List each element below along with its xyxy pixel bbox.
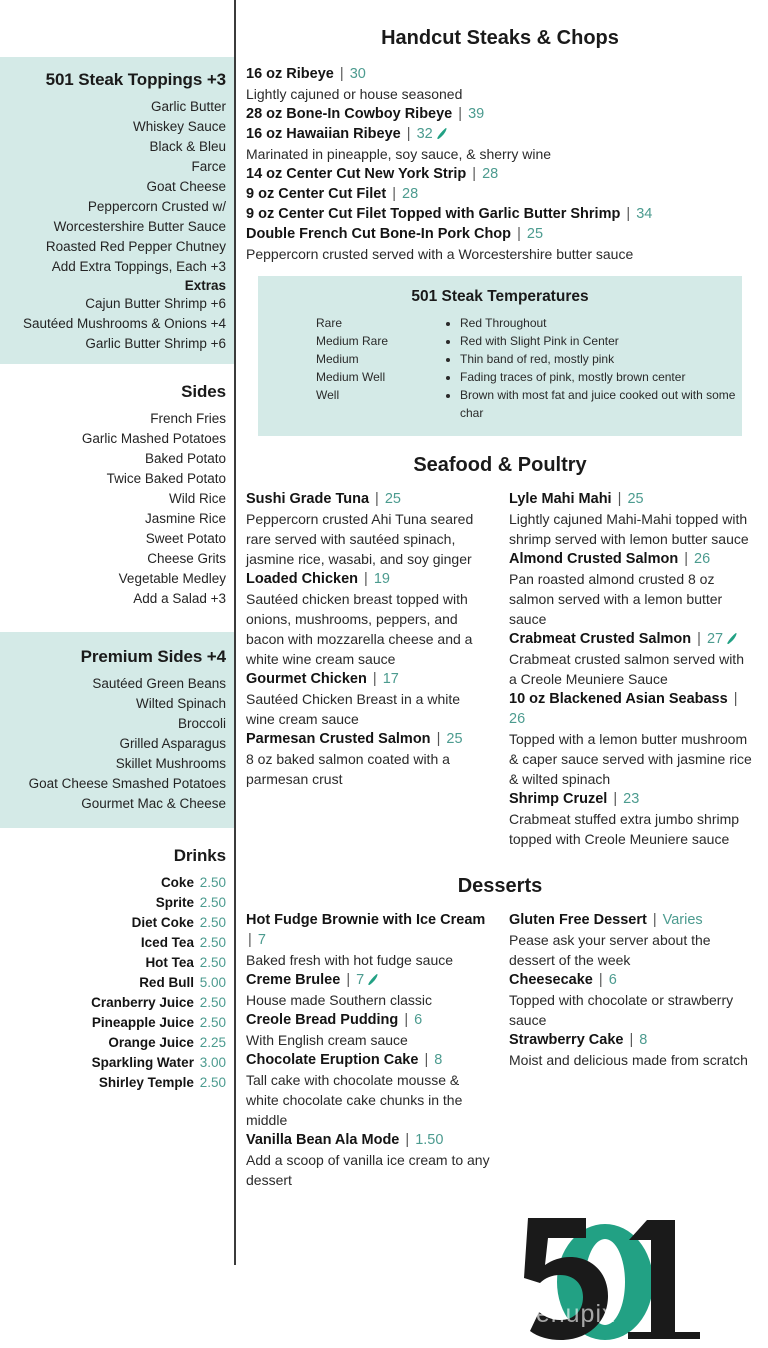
menu-item-name: Lyle Mahi Mahi | 25: [509, 491, 644, 507]
menu-item-name: Almond Crusted Salmon | 26: [509, 551, 711, 567]
menu-item-price: 26: [509, 711, 526, 727]
drink-price: 2.50: [199, 915, 226, 930]
menu-item-description: Topped with chocolate or strawberry sauce: [509, 992, 734, 1028]
drink-name: Hot Tea: [145, 955, 194, 970]
desserts-columns: [246, 910, 754, 1190]
separator: |: [598, 972, 603, 988]
drinks-list: [8, 873, 226, 1093]
temperature-description: • Thin band of red, mostly pink: [460, 350, 742, 368]
drink-price: 2.50: [199, 935, 226, 950]
menu-item-description: Pan roasted almond crusted 8 oz salmon served with a lemon butter sauce: [509, 571, 723, 627]
separator: |: [517, 226, 521, 242]
sides-list: [8, 409, 226, 609]
menu-item-name: 14 oz Center Cut New York Strip | 28: [246, 166, 499, 182]
list-item: Sautéed Mushrooms & Onions +4: [23, 316, 226, 331]
right-column: [234, 0, 768, 1328]
menu-item-description: Lightly cajuned or house seasoned: [246, 86, 463, 102]
drinks-section: [0, 828, 234, 1105]
column-divider: [234, 0, 236, 1265]
drink-row: [8, 973, 226, 993]
sides-section: [0, 364, 234, 615]
drink-price: 5.00: [199, 975, 226, 990]
temperature-level: Well: [316, 388, 340, 402]
list-item: Goat Cheese Smashed Potatoes: [28, 776, 226, 791]
list-item: Wilted Spinach: [135, 696, 226, 711]
menu-item-price: 25: [627, 491, 644, 507]
menu-item-description: Topped with a lemon butter mushroom & caper sauce served with jasmine rice & wilted spinach: [509, 731, 752, 787]
steak-temperatures-title: 501 Steak Temperatures: [411, 288, 589, 305]
menu-item-price: 23: [623, 791, 640, 807]
list-item: Farce: [191, 159, 226, 174]
drink-row: [8, 1073, 226, 1093]
desserts-title: Desserts: [457, 875, 543, 897]
separator: |: [697, 631, 701, 647]
drink-price: 2.50: [199, 955, 226, 970]
menu-item-price: Varies: [662, 912, 703, 928]
menu-item-name: Loaded Chicken | 19: [246, 571, 390, 587]
menu-item-description: Moist and delicious made from scratch: [509, 1052, 748, 1068]
list-item: Grilled Asparagus: [119, 736, 226, 751]
menu-item-description: Tall cake with chocolate mousse & white chocolate cake chunks in the middle: [246, 1072, 463, 1128]
menu-item-price: 19: [373, 571, 390, 587]
list-item: Gourmet Mac & Cheese: [81, 796, 226, 811]
menu-item-price: 32: [416, 126, 433, 142]
list-item: Wild Rice: [168, 491, 226, 506]
steak-toppings-panel: [0, 57, 234, 364]
drink-price: 2.50: [199, 1075, 226, 1090]
menu-item-description: Sautéed chicken breast topped with onions, mushrooms, peppers, and bacon with mozzarella cheese and a white wine cream sauce: [246, 591, 473, 667]
separator: |: [652, 912, 657, 928]
menu-item-price: 1.50: [415, 1132, 444, 1148]
drink-price: 2.50: [199, 1015, 226, 1030]
separator: |: [405, 1132, 410, 1148]
logo-area: [246, 1208, 754, 1348]
menu-item-name: 9 oz Center Cut Filet | 28: [246, 186, 419, 202]
steak-toppings-title: 501 Steak Toppings +3: [45, 70, 226, 89]
menu-item-description: Baked fresh with hot fudge sauce: [246, 952, 454, 968]
menu-item-price: 8: [639, 1032, 648, 1048]
drink-price: 2.25: [199, 1035, 226, 1050]
menu-item-name: 9 oz Center Cut Filet Topped with Garlic Butter Shrimp | 34: [246, 206, 653, 222]
menu-item-description: Marinated in pineapple, soy sauce, & sherry wine: [246, 146, 552, 162]
separator: |: [472, 166, 477, 182]
separator: |: [436, 731, 441, 747]
menu-item-name: Gourmet Chicken | 17: [246, 671, 399, 687]
menu-item-description: Peppercorn crusted Ahi Tuna seared rare served with sautéed spinach, jasmine rice, wasabi, and soy ginger: [246, 511, 474, 567]
menu-item-name: Creme Brulee | 7: [246, 970, 491, 990]
separator: |: [629, 1032, 634, 1048]
temperature-description: • Fading traces of pink, mostly brown center: [460, 368, 742, 386]
menu-item-price: 30: [349, 66, 366, 82]
list-item: Garlic Butter Shrimp +6: [85, 336, 226, 351]
list-item: Cheese Grits: [147, 551, 226, 566]
list-item: Add Extra Toppings, Each +3: [51, 259, 226, 274]
menu-item-description: Pease ask your server about the dessert of the week: [509, 932, 711, 968]
menu-item-price: 25: [446, 731, 463, 747]
list-item: French Fries: [150, 411, 226, 426]
seafood-columns: [246, 489, 754, 849]
steak-toppings-list: [8, 97, 226, 277]
separator: |: [733, 691, 738, 707]
menu-item-name: Parmesan Crusted Salmon | 25: [246, 731, 463, 747]
drink-name: Red Bull: [139, 975, 194, 990]
menu-item-name: Hot Fudge Brownie with Ice Cream | 7: [246, 912, 486, 948]
separator: |: [248, 932, 252, 948]
list-item: Worcestershire Butter Sauce: [53, 219, 226, 234]
menu-item-description: Add a scoop of vanilla ice cream to any dessert: [246, 1152, 490, 1188]
drinks-title: Drinks: [173, 846, 226, 865]
list-item: Twice Baked Potato: [106, 471, 226, 486]
menu-item-price: 28: [402, 186, 419, 202]
drink-price: 2.50: [199, 875, 226, 890]
premium-sides-panel: [0, 632, 234, 828]
list-item: Baked Potato: [144, 451, 226, 466]
leaf-icon: [726, 632, 737, 645]
separator: |: [339, 66, 344, 82]
menu-item-name: 16 oz Ribeye | 30: [246, 66, 366, 82]
list-item: Sweet Potato: [145, 531, 226, 546]
menu-item-price: 27: [706, 631, 724, 647]
menu-item-name: Sushi Grade Tuna | 25: [246, 491, 401, 507]
desserts-right-column: [509, 910, 754, 1190]
steaks-list: [246, 64, 754, 264]
menu-item-name: Vanilla Bean Ala Mode | 1.50: [246, 1132, 444, 1148]
drink-name: Sprite: [155, 895, 194, 910]
501-logo: [508, 1210, 708, 1342]
premium-sides-list: [8, 674, 226, 814]
watermark: menupix: [514, 1300, 616, 1328]
menu-item-description: Peppercorn crusted served with a Worcestershire butter sauce: [246, 246, 634, 262]
separator: |: [392, 186, 396, 202]
menu-item-name: Shrimp Cruzel | 23: [509, 791, 640, 807]
list-item: Goat Cheese: [146, 179, 226, 194]
steaks-title: Handcut Steaks & Chops: [381, 27, 619, 49]
temperature-levels: [316, 314, 446, 422]
list-item: Skillet Mushrooms: [115, 756, 226, 771]
menu-item-price: 39: [468, 106, 485, 122]
list-item: Whiskey Sauce: [132, 119, 226, 134]
menu-item-price: 28: [482, 166, 499, 182]
list-item: Vegetable Medley: [118, 571, 226, 586]
seafood-left-column: [246, 489, 491, 849]
drink-name: Orange Juice: [108, 1035, 194, 1050]
menu-item-name: Cheesecake | 6: [509, 972, 617, 988]
menu-item-name: Chocolate Eruption Cake | 8: [246, 1052, 443, 1068]
list-item: Sautéed Green Beans: [92, 676, 226, 691]
drink-price: 3.00: [199, 1055, 226, 1070]
temperature-level: Rare: [316, 316, 343, 330]
drink-row: [8, 953, 226, 973]
menu-item-name: Creole Bread Pudding | 6: [246, 1012, 423, 1028]
drink-row: [8, 1053, 226, 1073]
menu-item-name: Strawberry Cake | 8: [509, 1032, 648, 1048]
separator: |: [364, 571, 368, 587]
menu-item-price: 26: [694, 551, 711, 567]
separator: |: [372, 671, 377, 687]
temperature-level: Medium Rare: [316, 334, 389, 348]
temperature-descriptions: [446, 314, 742, 422]
list-item: Add a Salad +3: [133, 591, 226, 606]
list-item: Black & Bleu: [149, 139, 226, 154]
extras-list: [8, 294, 226, 354]
menu-item-name: 10 oz Blackened Asian Seabass | 26: [509, 691, 738, 727]
premium-sides-title: Premium Sides +4: [80, 647, 226, 666]
list-item: Broccoli: [177, 716, 226, 731]
separator: |: [406, 126, 411, 142]
separator: |: [424, 1052, 429, 1068]
menu-item-description: With English cream sauce: [246, 1032, 408, 1048]
drink-row: [8, 933, 226, 953]
menu-item-price: 7: [257, 932, 266, 948]
menu-item-description: Lightly cajuned Mahi-Mahi topped with shrimp served with lemon butter sauce: [509, 511, 749, 547]
temperature-description: • Red with Slight Pink in Center: [460, 332, 742, 350]
temperature-description: • Red Throughout: [460, 314, 742, 332]
separator: |: [346, 972, 351, 988]
drink-name: Sparkling Water: [91, 1055, 194, 1070]
drink-row: [8, 1013, 226, 1033]
seafood-right-column: [509, 489, 754, 849]
menu-item-price: 6: [608, 972, 617, 988]
menu-item-name: Crabmeat Crusted Salmon | 27: [509, 629, 754, 649]
sides-title: Sides: [181, 382, 226, 401]
drink-name: Shirley Temple: [98, 1075, 194, 1090]
drink-name: Cranberry Juice: [91, 995, 194, 1010]
menu-item-description: Crabmeat stuffed extra jumbo shrimp topped with Creole Meuniere sauce: [509, 811, 740, 847]
separator: |: [375, 491, 379, 507]
drink-row: [8, 993, 226, 1013]
menu-item-description: 8 oz baked salmon coated with a parmesan crust: [246, 751, 450, 787]
menu-item-price: 8: [434, 1052, 443, 1068]
menu-item-name: 16 oz Hawaiian Ribeye | 32: [246, 124, 754, 144]
menu-item-description: Crabmeat crusted salmon served with a Creole Meuniere Sauce: [509, 651, 744, 687]
menu-item-price: 34: [636, 206, 653, 222]
drink-name: Diet Coke: [131, 915, 194, 930]
temperature-description: • Brown with most fat and juice cooked out with some char: [460, 386, 742, 422]
temperature-level: Medium: [316, 352, 359, 366]
steak-temperatures-box: [258, 276, 742, 436]
drink-name: Pineapple Juice: [91, 1015, 194, 1030]
separator: |: [458, 106, 463, 122]
drink-price: 2.50: [199, 995, 226, 1010]
drink-price: 2.50: [199, 895, 226, 910]
drink-row: [8, 1033, 226, 1053]
temperature-level: Medium Well: [316, 370, 386, 384]
separator: |: [404, 1012, 409, 1028]
menu-item-price: 6: [414, 1012, 423, 1028]
drink-name: Coke: [160, 875, 194, 890]
leaf-icon: [367, 973, 378, 986]
list-item: Roasted Red Pepper Chutney: [45, 239, 226, 254]
menu-item-price: 25: [526, 226, 544, 242]
extras-title: Extras: [184, 278, 226, 293]
list-item: Garlic Mashed Potatoes: [81, 431, 226, 446]
menu-item-name: 28 oz Bone-In Cowboy Ribeye | 39: [246, 106, 485, 122]
list-item: Garlic Butter: [150, 99, 226, 114]
seafood-title: Seafood & Poultry: [413, 454, 587, 476]
drink-name: Iced Tea: [140, 935, 194, 950]
drink-row: [8, 913, 226, 933]
drink-row: [8, 873, 226, 893]
menu-item-description: Sautéed Chicken Breast in a white wine cream sauce: [246, 691, 461, 727]
leaf-icon: [436, 127, 447, 140]
menu-item-name: Double French Cut Bone-In Pork Chop | 25: [246, 226, 544, 242]
list-item: Peppercorn Crusted w/: [87, 199, 226, 214]
menu-item-description: House made Southern classic: [246, 992, 432, 1008]
separator: |: [617, 491, 622, 507]
menu-item-name: Gluten Free Dessert | Varies: [509, 912, 703, 928]
list-item: Cajun Butter Shrimp +6: [85, 296, 226, 311]
drink-row: [8, 893, 226, 913]
list-item: Jasmine Rice: [144, 511, 226, 526]
separator: |: [684, 551, 688, 567]
menu-item-price: 25: [384, 491, 401, 507]
menu-item-price: 17: [382, 671, 399, 687]
separator: |: [613, 791, 618, 807]
separator: |: [626, 206, 631, 222]
menu-item-price: 7: [356, 972, 365, 988]
desserts-left-column: [246, 910, 491, 1190]
left-column: [0, 0, 234, 1265]
